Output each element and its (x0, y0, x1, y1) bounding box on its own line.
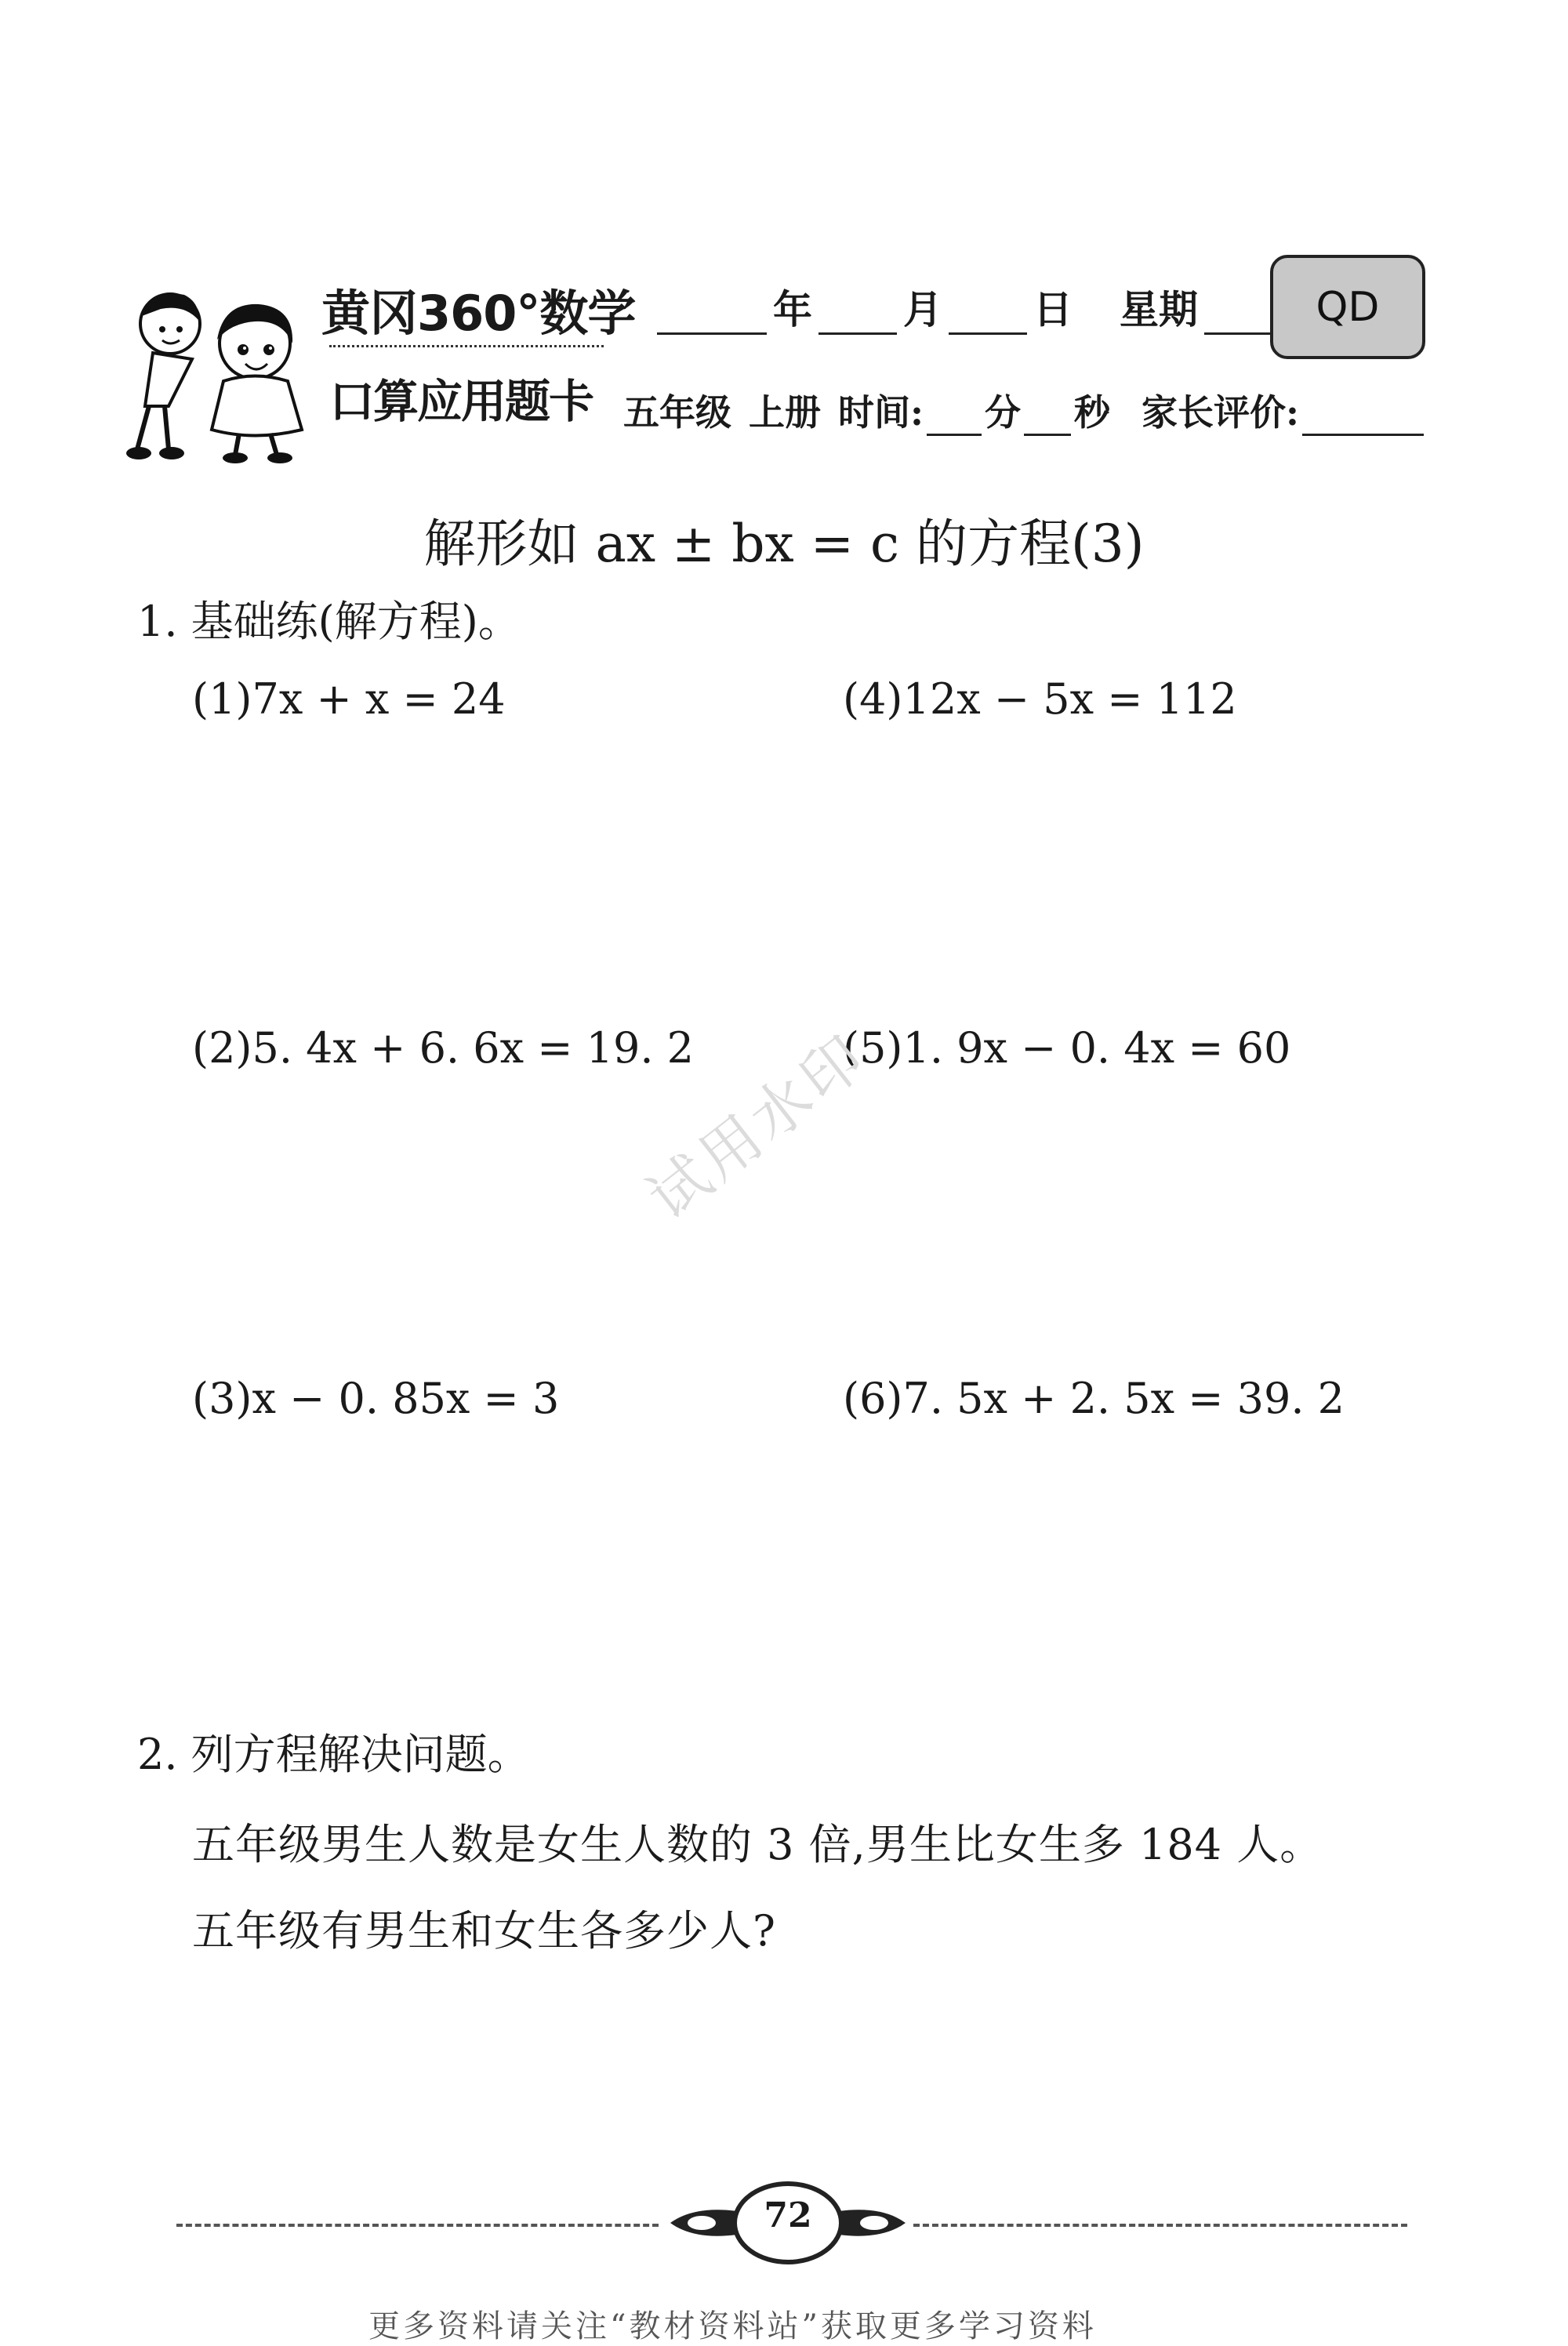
problem-2: (2)5. 4x + 6. 6x = 19. 2 (192, 1023, 695, 1073)
day-label: 日 (1033, 286, 1073, 332)
time-label: 时间: (838, 391, 924, 434)
second-blank[interactable] (1024, 402, 1071, 436)
second-label: 秒 (1073, 391, 1110, 434)
word-problem-line-2: 五年级有男生和女生各多少人? (192, 1906, 776, 1956)
edition-badge: QD (1270, 255, 1425, 359)
footer-note: 更多资料请关注“教材资料站”获取更多学习资料 (368, 2308, 1097, 2344)
grade-label: 五年级 (623, 391, 731, 434)
volume-label: 上册 (749, 391, 821, 434)
kids-mascot-illustration (122, 281, 333, 465)
brand-subtitle: 口算应用题卡 (329, 375, 593, 428)
info-row (623, 384, 1427, 436)
weekday-label: 星期 (1120, 286, 1198, 332)
word-problem-line-1: 五年级男生人数是女生人数的 3 倍,男生比女生多 184 人。 (192, 1820, 1323, 1869)
problem-6: (6)7. 5x + 2. 5x = 39. 2 (843, 1374, 1345, 1423)
problem-3: (3)x − 0. 85x = 3 (192, 1374, 560, 1423)
problem-5: (5)1. 9x − 0. 4x = 60 (843, 1023, 1291, 1073)
problem-1: (1)7x + x = 24 (192, 674, 506, 724)
footer-dashed-rule-right (913, 2224, 1407, 2227)
brand-divider (329, 345, 604, 347)
problem-4: (4)12x − 5x = 112 (843, 674, 1237, 724)
year-blank[interactable] (657, 295, 767, 335)
day-blank[interactable] (949, 295, 1027, 335)
date-row (651, 278, 1289, 335)
minute-label: 分 (984, 391, 1021, 434)
brand-title: 黄冈360°数学 (321, 285, 636, 342)
lesson-title: 解形如 ax ± bx = c 的方程(3) (423, 514, 1145, 574)
minute-blank[interactable] (927, 402, 982, 436)
parent-eval-label: 家长评价: (1141, 391, 1299, 434)
month-blank[interactable] (818, 295, 897, 335)
section1-heading: 1. 基础练(解方程)。 (137, 597, 521, 646)
section2-heading: 2. 列方程解决问题。 (137, 1730, 530, 1779)
footer-dashed-rule-left (176, 2224, 659, 2227)
parent-eval-blank[interactable] (1302, 402, 1424, 436)
watermark: 试用水印 (634, 1019, 881, 1233)
month-label: 月 (903, 286, 942, 332)
year-label: 年 (773, 286, 812, 332)
page-number: 72 (764, 2195, 812, 2235)
